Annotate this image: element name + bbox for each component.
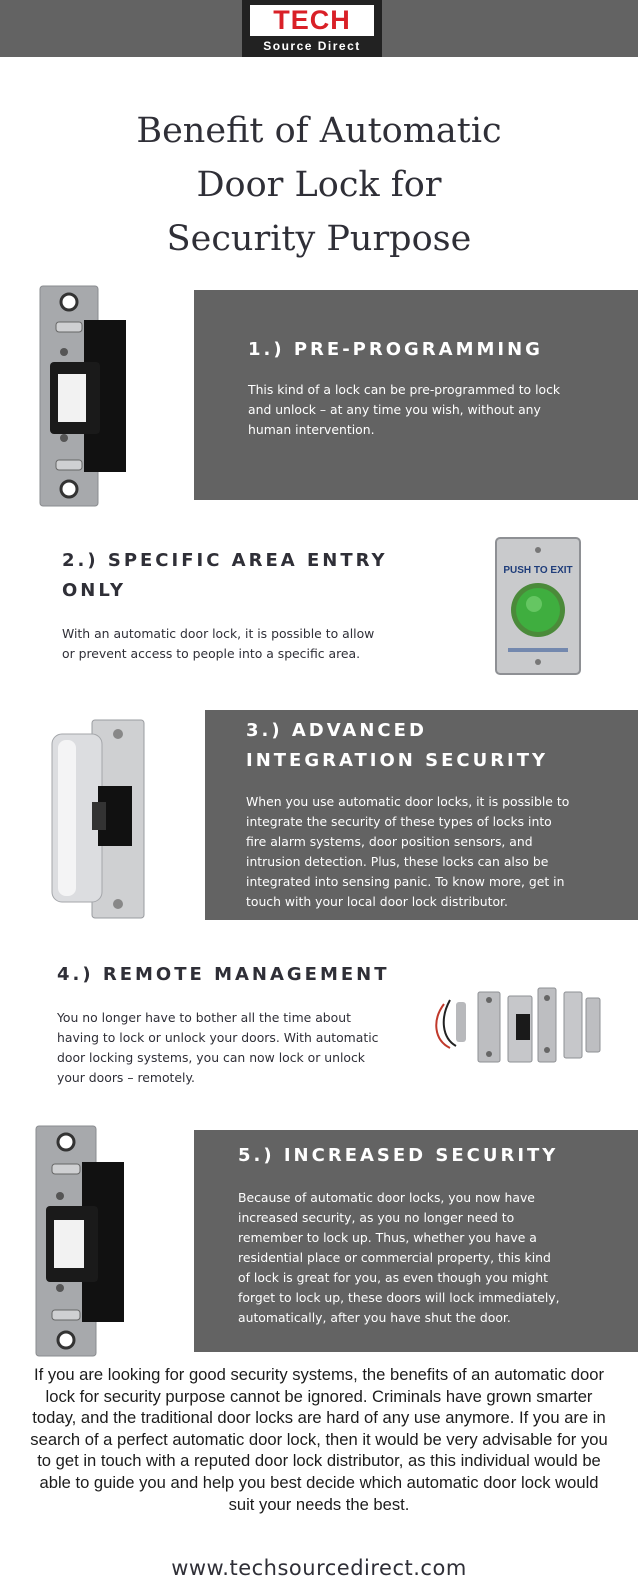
body-line: having to lock or unlock your doors. With automatic [57, 1030, 379, 1045]
body-line: With an automatic door lock, it is possible to allow [62, 626, 375, 641]
section-1-heading: 1.) PRE-PROGRAMMING [248, 339, 543, 360]
push-to-exit-button-icon [494, 536, 582, 676]
closing-line: able to guide you and help you best decide which automatic door lock would [39, 1472, 599, 1492]
body-line: This kind of a lock can be pre-programmed to lock [248, 382, 561, 397]
closing-line: suit your needs the best. [228, 1494, 410, 1514]
logo-title: TECH [273, 5, 351, 35]
title-line: Benefit of Automatic [136, 111, 502, 151]
closing-line: If you are looking for good security systems, the benefits of an automatic door [33, 1365, 605, 1384]
heading-line: ONLY [62, 580, 127, 601]
body-line: residential place or commercial property, this kind [238, 1250, 551, 1265]
body-line: fire alarm systems, door position sensors, and [246, 834, 533, 849]
section-3-panel [205, 710, 638, 920]
electric-strike-lock-icon [30, 1124, 130, 1360]
body-line: or prevent access to people into a specific area. [62, 646, 361, 661]
closing-line: today, and the traditional door locks are hard of any use anymore. If you are in [32, 1408, 606, 1428]
body-line: door locking systems, you can now lock or unlock [57, 1050, 365, 1065]
section-1-body [248, 380, 618, 440]
logo-subtitle: Source Direct [263, 39, 361, 53]
title-line: Door Lock for [196, 165, 442, 205]
section-4-body [57, 1008, 417, 1088]
section-5-panel [194, 1130, 638, 1352]
section-1-panel [194, 290, 638, 500]
body-line: touch with your local door lock distributor. [246, 894, 508, 909]
section-3-content [246, 716, 626, 912]
body-line: automatically, after you have shut the door. [238, 1310, 511, 1325]
section-2-heading [62, 546, 392, 606]
section-5-body [238, 1188, 628, 1328]
body-line: integrate the security of these types of locks into [246, 814, 552, 829]
body-line: your doors – remotely. [57, 1070, 195, 1085]
section-2-body [62, 624, 392, 664]
section-3-body [246, 792, 626, 912]
closing-line: to get in touch with a reputed door lock distributor, as this individual would be [37, 1451, 601, 1471]
closing-paragraph [22, 1364, 616, 1515]
strike-kit-icon [430, 984, 602, 1066]
section-4-content [57, 960, 417, 1088]
heading-line: 3.) ADVANCED [246, 720, 427, 741]
body-line: integrated into sensing panic. To know more, get in [246, 874, 565, 889]
heading-line: INTEGRATION SECURITY [246, 750, 549, 771]
body-line: human intervention. [248, 422, 375, 437]
section-1-content [248, 335, 618, 440]
heading-line: 2.) SPECIFIC AREA ENTRY [62, 550, 388, 571]
electric-strike-lock-icon [34, 284, 130, 510]
brand-logo[interactable] [242, 0, 382, 57]
title-line: Security Purpose [166, 219, 472, 259]
push-to-exit-label: PUSH TO EXIT [503, 565, 573, 576]
body-line: Because of automatic door locks, you now have [238, 1190, 535, 1205]
body-line: and unlock – at any time you wish, without any [248, 402, 541, 417]
closing-line: search of a perfect automatic door lock, then it would be very advisable for you [30, 1429, 608, 1449]
body-line: forget to lock up, these doors will lock immediately, [238, 1290, 560, 1305]
body-line: remember to lock up. Thus, whether you have a [238, 1230, 537, 1245]
body-line: of lock is great for you, as even though you might [238, 1270, 548, 1285]
section-4-heading: 4.) REMOTE MANAGEMENT [57, 964, 390, 985]
website-link[interactable]: www.techsourcedirect.com [171, 1556, 467, 1580]
section-3-heading [246, 716, 626, 776]
section-5-content [238, 1141, 628, 1328]
closing-line: lock for security purpose cannot be ignored. Criminals have grown smarter [45, 1386, 593, 1406]
surface-strike-lock-icon [46, 716, 150, 922]
section-2-content [62, 546, 392, 664]
page-title [60, 104, 578, 266]
body-line: intrusion detection. Plus, these locks can also be [246, 854, 549, 869]
body-line: When you use automatic door locks, it is possible to [246, 794, 570, 809]
body-line: increased security, as you no longer need to [238, 1210, 515, 1225]
section-5-heading: 5.) INCREASED SECURITY [238, 1145, 559, 1166]
logo-badge [250, 5, 374, 36]
body-line: You no longer have to bother all the time about [57, 1010, 351, 1025]
